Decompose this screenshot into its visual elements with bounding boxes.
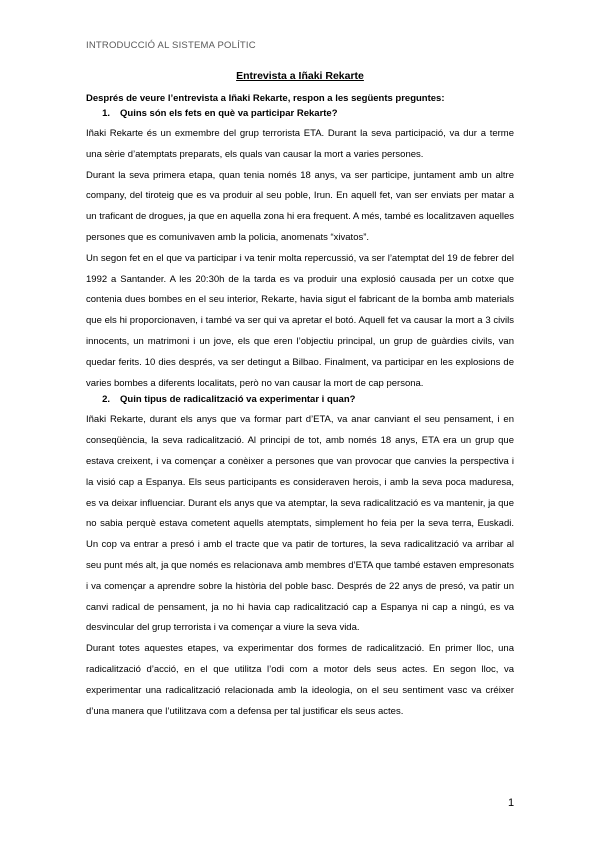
answer-paragraph: Iñaki Rekarte és un exmembre del grup terrorista ETA. Durant la seva participació, va dur a terme una sèrie d’atemptats preparats, els quals van causar la mort a varies persones. xyxy=(86,128,514,160)
page-number: 1 xyxy=(508,797,515,809)
instructions: Després de veure l’entrevista a Iñaki Rekarte, respon a les següents preguntes: xyxy=(86,93,445,104)
answer-paragraph: Durant totes aquestes etapes, va experimentar dos formes de radicalització. En primer lloc, una radicalització d’acció, en el que utilitza l’odi com a motor dels seus actes. En segon lloc, va experimentar una radicalització relacionada amb la ideologia, on el seu sentiment vasc va créixer d’una manera que l’utilitzava com a defensa per tal justificar els seus actes. xyxy=(86,643,514,717)
question-number: 1. xyxy=(102,108,110,119)
document-title: Entrevista a Iñaki Rekarte xyxy=(236,70,364,82)
question-1 xyxy=(86,108,514,119)
answer-paragraph: Iñaki Rekarte, durant els anys que va formar part d’ETA, va anar canviant el seu pensament, i en conseqüència, la seva radicalització. Al principi de tot, amb només 18 anys, ETA era un grup que estava creixent, i va començar a conèixer a persones que van provocar que canvies la perspectiva i la visió cap a Espanya. Els seus participants es consideraven herois, i amb la seva poca maduresa, es va deixar influenciar. Durant els anys que va atemptar, la seva radicalització es va mantenir, ja que no sabia perquè estava cometent aquells atemptats, simplement ho feia per la seva terra, Euskadi. Un cop va entrar a presó i amb el tracte que va patir de tortures, la seva radicalització va arribar al seu punt més alt, ja que només es relacionava amb membres d’ETA que també estaven empresonats i va començar a aprendre sobre la història del poble basc. Després de 22 anys de presó, va patir un canvi radical de pensament, ja no hi havia cap radicalització cap a Espanya ni cap a ningú, es va desvincular del grup terrorista i va començar a viure la seva vida. xyxy=(86,414,514,634)
question-number: 2. xyxy=(102,394,110,406)
answer-paragraph: Un segon fet en el que va participar i va tenir molta repercussió, va ser l’atemptat del 19 de febrer del 1992 a Santander. A les 20:30h de la tarda es va produir una explosió causada per un cotxe que contenia dues bombes en el seu interior, Rekarte, havia sigut el fabricant de la bomba amb materials que els hi proporcionaven, i també va ser qui va apretar el botó. Aquell fet va causar la mort a 3 civils innocents, un matrimoni i un jove, els que eren l’objectiu principal, un grup de guàrdies civils, van quedar ferits. 10 dies després, va ser detingut a Bilbao. Finalment, va participar en les explosions de varies bombes a diferents localitats, però no van causar la mort de cap persona. xyxy=(86,252,514,389)
question-text: Quin tipus de radicalització va experimentar i quan? xyxy=(120,394,356,406)
question-2 xyxy=(86,394,514,405)
question-text: Quins són els fets en què va participar Rekarte? xyxy=(120,108,338,119)
answer-paragraph: Durant la seva primera etapa, quan tenia només 18 anys, va ser participe, juntament amb un altre company, del tiroteig que es va produir al seu poble, Irun. En aquell fet, van ser enviats per matar a un traficant de drogues, ja que en aquella zona hi era frequent. A més, també es localitzaven aquelles persones que es comunivaven amb la policia, anomenats “xivatos”. xyxy=(86,169,514,243)
document-body xyxy=(86,70,514,722)
running-header: INTRODUCCIÓ AL SISTEMA POLÍTIC xyxy=(86,40,256,51)
